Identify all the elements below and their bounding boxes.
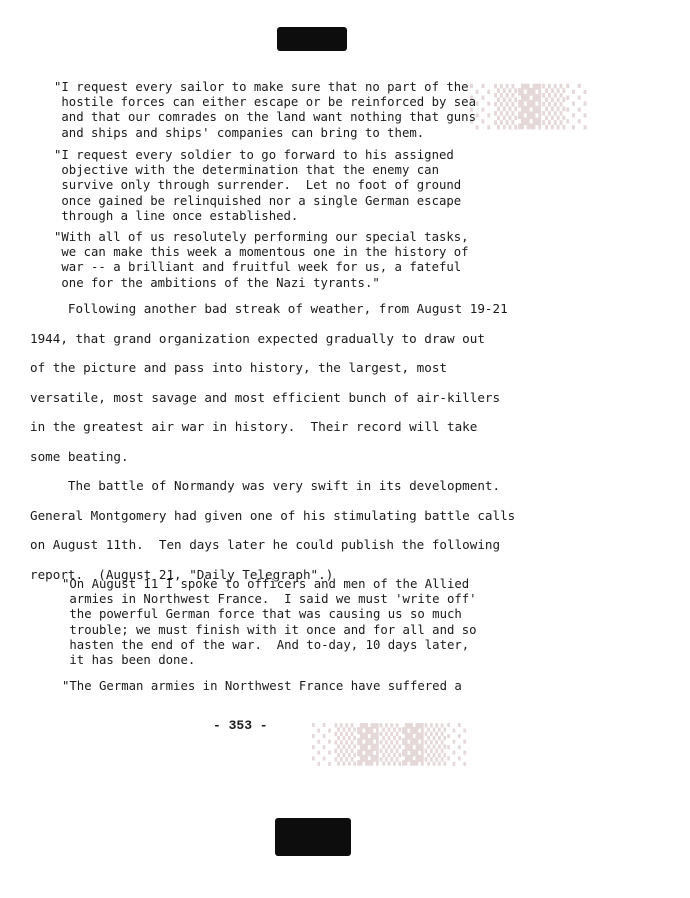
declassification-stamp-bottom: ░▒▓▒▓▒░ [312,723,470,766]
quote-montgomery-paragraph: "On August 11 I spoke to officers and men of the Allied armies in Northwest France. I said we must 'write off' the powerful German force that was causing us so much trouble; we must finish with it once and for all and so hasten the end of the war. And to-day, 10 days later, it has been done. [62,577,477,668]
declassification-stamp-top: ░▒▓▒░ [470,84,591,131]
body-text: Following another bad streak of weather, from August 19-21 1944, that grand organization expected gradually to draw out of the picture and pass into history, the largest, most versatile, most savage and most efficient bunch of air-killers in the greatest air war in history. Their record will take some beating. The battle of Normandy was very swift in its development. General Montgomery had given one of his stimulating battle calls on August 11th. Ten days later he could publish the following report. (August 21, "Daily Telegraph".) [30,301,516,582]
quote-sailor-paragraph: "I request every sailor to make sure that no part of the hostile forces can either escape or be reinforced by sea and that our comrades on the land want nothing that guns and ships and ships' companies can bring to them. [54,80,476,140]
redaction-bar-bottom [275,818,351,856]
quote-german-armies-paragraph: "The German armies in Northwest France have suffered a [62,679,462,693]
page-number: - 353 - [213,718,268,733]
redaction-bar-top [277,27,347,51]
quote-all-paragraph: "With all of us resolutely performing our special tasks, we can make this week a momentous one in the history of war -- a brilliant and fruitful week for us, a fateful one for the ambitions of the Nazi tyrants." [54,230,469,290]
quote-soldier-paragraph: "I request every soldier to go forward to his assigned objective with the determination that the enemy can survive only through surrender. Let no foot of ground once gained be relinquished nor a single German escape through a line once established. [54,148,462,223]
